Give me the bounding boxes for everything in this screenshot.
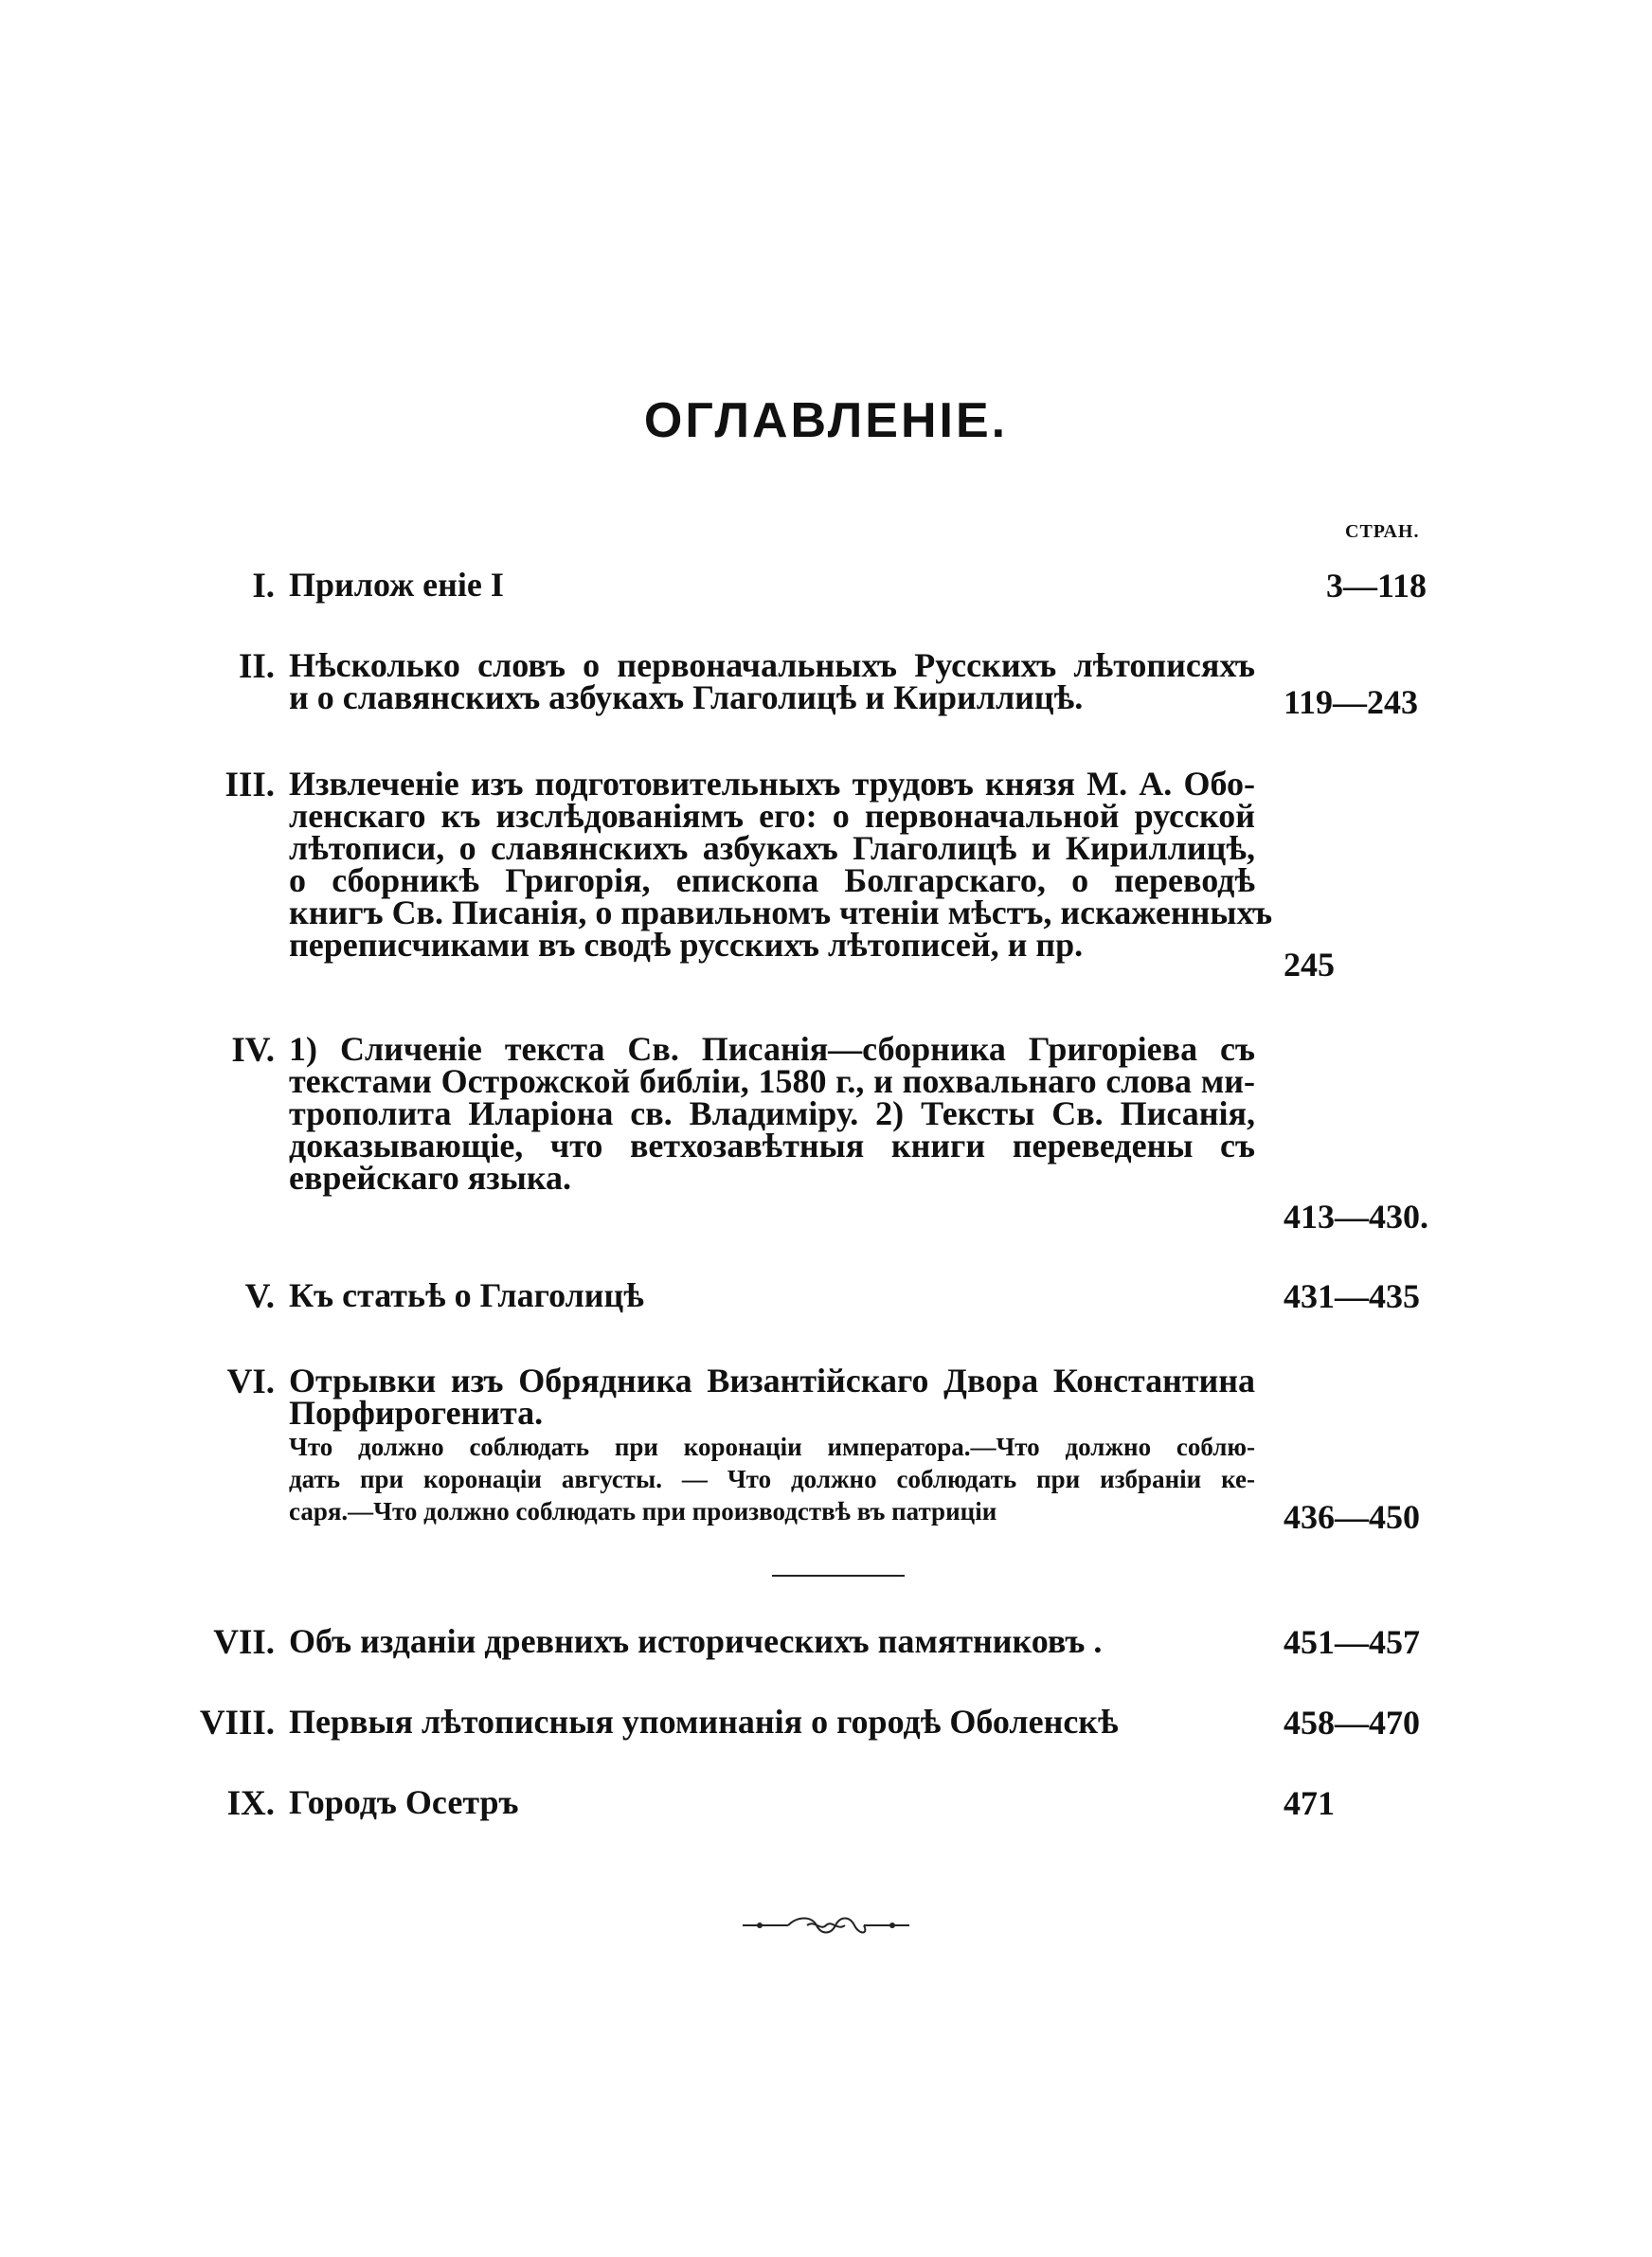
entry-title [289, 1622, 1255, 1660]
entry-pages: 413—430. [1284, 1198, 1428, 1236]
entry-title [289, 1030, 1255, 1197]
pages-column-header: СТРАН. [1345, 521, 1420, 542]
entry-pages: 245 [1284, 946, 1335, 984]
entry-pages: 451—457 [1284, 1623, 1420, 1661]
page-title: ОГЛАВЛЕНІЕ. [643, 393, 1009, 448]
entry-title [289, 765, 1273, 964]
entry-line: Извлеченіе изъ подготовительныхъ трудовъ князя М. А. Обо- [289, 765, 1255, 803]
entry-number: IV. [231, 1031, 275, 1070]
entry-pages: 436—450 [1284, 1498, 1420, 1536]
entry-pages: 471 [1284, 1784, 1335, 1822]
entry-line: и о славянскихъ азбукахъ Глаголицѣ и Кириллицѣ. [289, 678, 1084, 716]
entry-pages: 3—118 [1326, 567, 1428, 605]
entry-number: II. [238, 647, 275, 686]
entry-line: Отрывки изъ Обрядника Византійскаго Двора Константина [289, 1362, 1255, 1399]
entry-line: Порфирогенита. [289, 1394, 544, 1432]
entry-line: книгъ Св. Писанія, о правильномъ чтеніи мѣстъ, искаженныхъ [289, 894, 1273, 931]
entry-number: VI. [226, 1363, 275, 1401]
entry-line: доказывающіе, что ветхозавѣтныя книги переведены съ [289, 1127, 1255, 1165]
ornament-icon [0, 1914, 1652, 1941]
entry-title [289, 646, 1255, 716]
entry-title [289, 566, 1255, 604]
entry-number: VII. [213, 1623, 275, 1662]
entry-title [289, 1364, 1255, 1527]
entry-line: Первыя лѣтописныя упоминанія о городѣ Оболенскѣ [289, 1703, 1119, 1741]
entry-number: III. [224, 766, 275, 804]
entry-title [289, 1276, 1255, 1314]
entry-line: переписчиками въ сводѣ русскихъ лѣтописей, и пр. [289, 926, 1084, 964]
entry-line: Прилож еніе I [289, 566, 504, 604]
entry-line: трополита Иларіона св. Владиміру. 2) Тексты Св. Писанія, [289, 1094, 1255, 1132]
entry-line: лѣтописи, о славянскихъ азбукахъ Глаголицѣ и Кириллицѣ, [289, 829, 1255, 867]
entry-sub-line: саря.—Что должно соблюдать при производствѣ въ патриціи [289, 1497, 997, 1526]
entry-line: ленскаго къ изслѣдованіямъ его: о первоначальной русской [289, 797, 1255, 835]
entry-pages: 431—435 [1284, 1277, 1420, 1315]
entry-title [289, 1703, 1255, 1741]
entry-line: 1) Сличеніе текста Св. Писанія—сборника Григоріева съ [289, 1030, 1255, 1068]
entry-line: текстами Острожской библіи, 1580 г., и похвальнаго слова ми- [289, 1062, 1255, 1100]
entry-line: Нѣсколько словъ о первоначальныхъ Русскихъ лѣтописяхъ [289, 646, 1255, 684]
entry-number: VIII. [199, 1704, 275, 1742]
entry-pages: 119—243 [1284, 683, 1419, 721]
section-divider [772, 1575, 905, 1577]
entry-sub-line: дать при коронаціи августы. — Что должно соблюдать при избраніи ке- [289, 1465, 1255, 1493]
entry-number: V. [244, 1277, 275, 1316]
entry-line: Къ статьѣ о Глаголицѣ [289, 1276, 644, 1314]
ornament-flourish-icon [741, 1914, 911, 1937]
entry-pages: 458—470 [1284, 1704, 1420, 1742]
entry-number: I. [252, 567, 275, 605]
entry-line: Городъ Осетръ [289, 1783, 519, 1821]
entry-number: IX. [226, 1784, 275, 1823]
entry-line: Объ изданіи древнихъ историческихъ памятниковъ . [289, 1622, 1103, 1660]
entry-line: еврейскаго языка. [289, 1159, 572, 1197]
entry-line: о сборникѣ Григорія, епископа Болгарскаго, о переводѣ [289, 861, 1255, 899]
entry-subtitle [289, 1431, 1255, 1527]
entry-title [289, 1783, 1255, 1821]
entry-sub-line: Что должно соблюдать при коронаціи императора.—Что должно соблю- [289, 1433, 1255, 1461]
